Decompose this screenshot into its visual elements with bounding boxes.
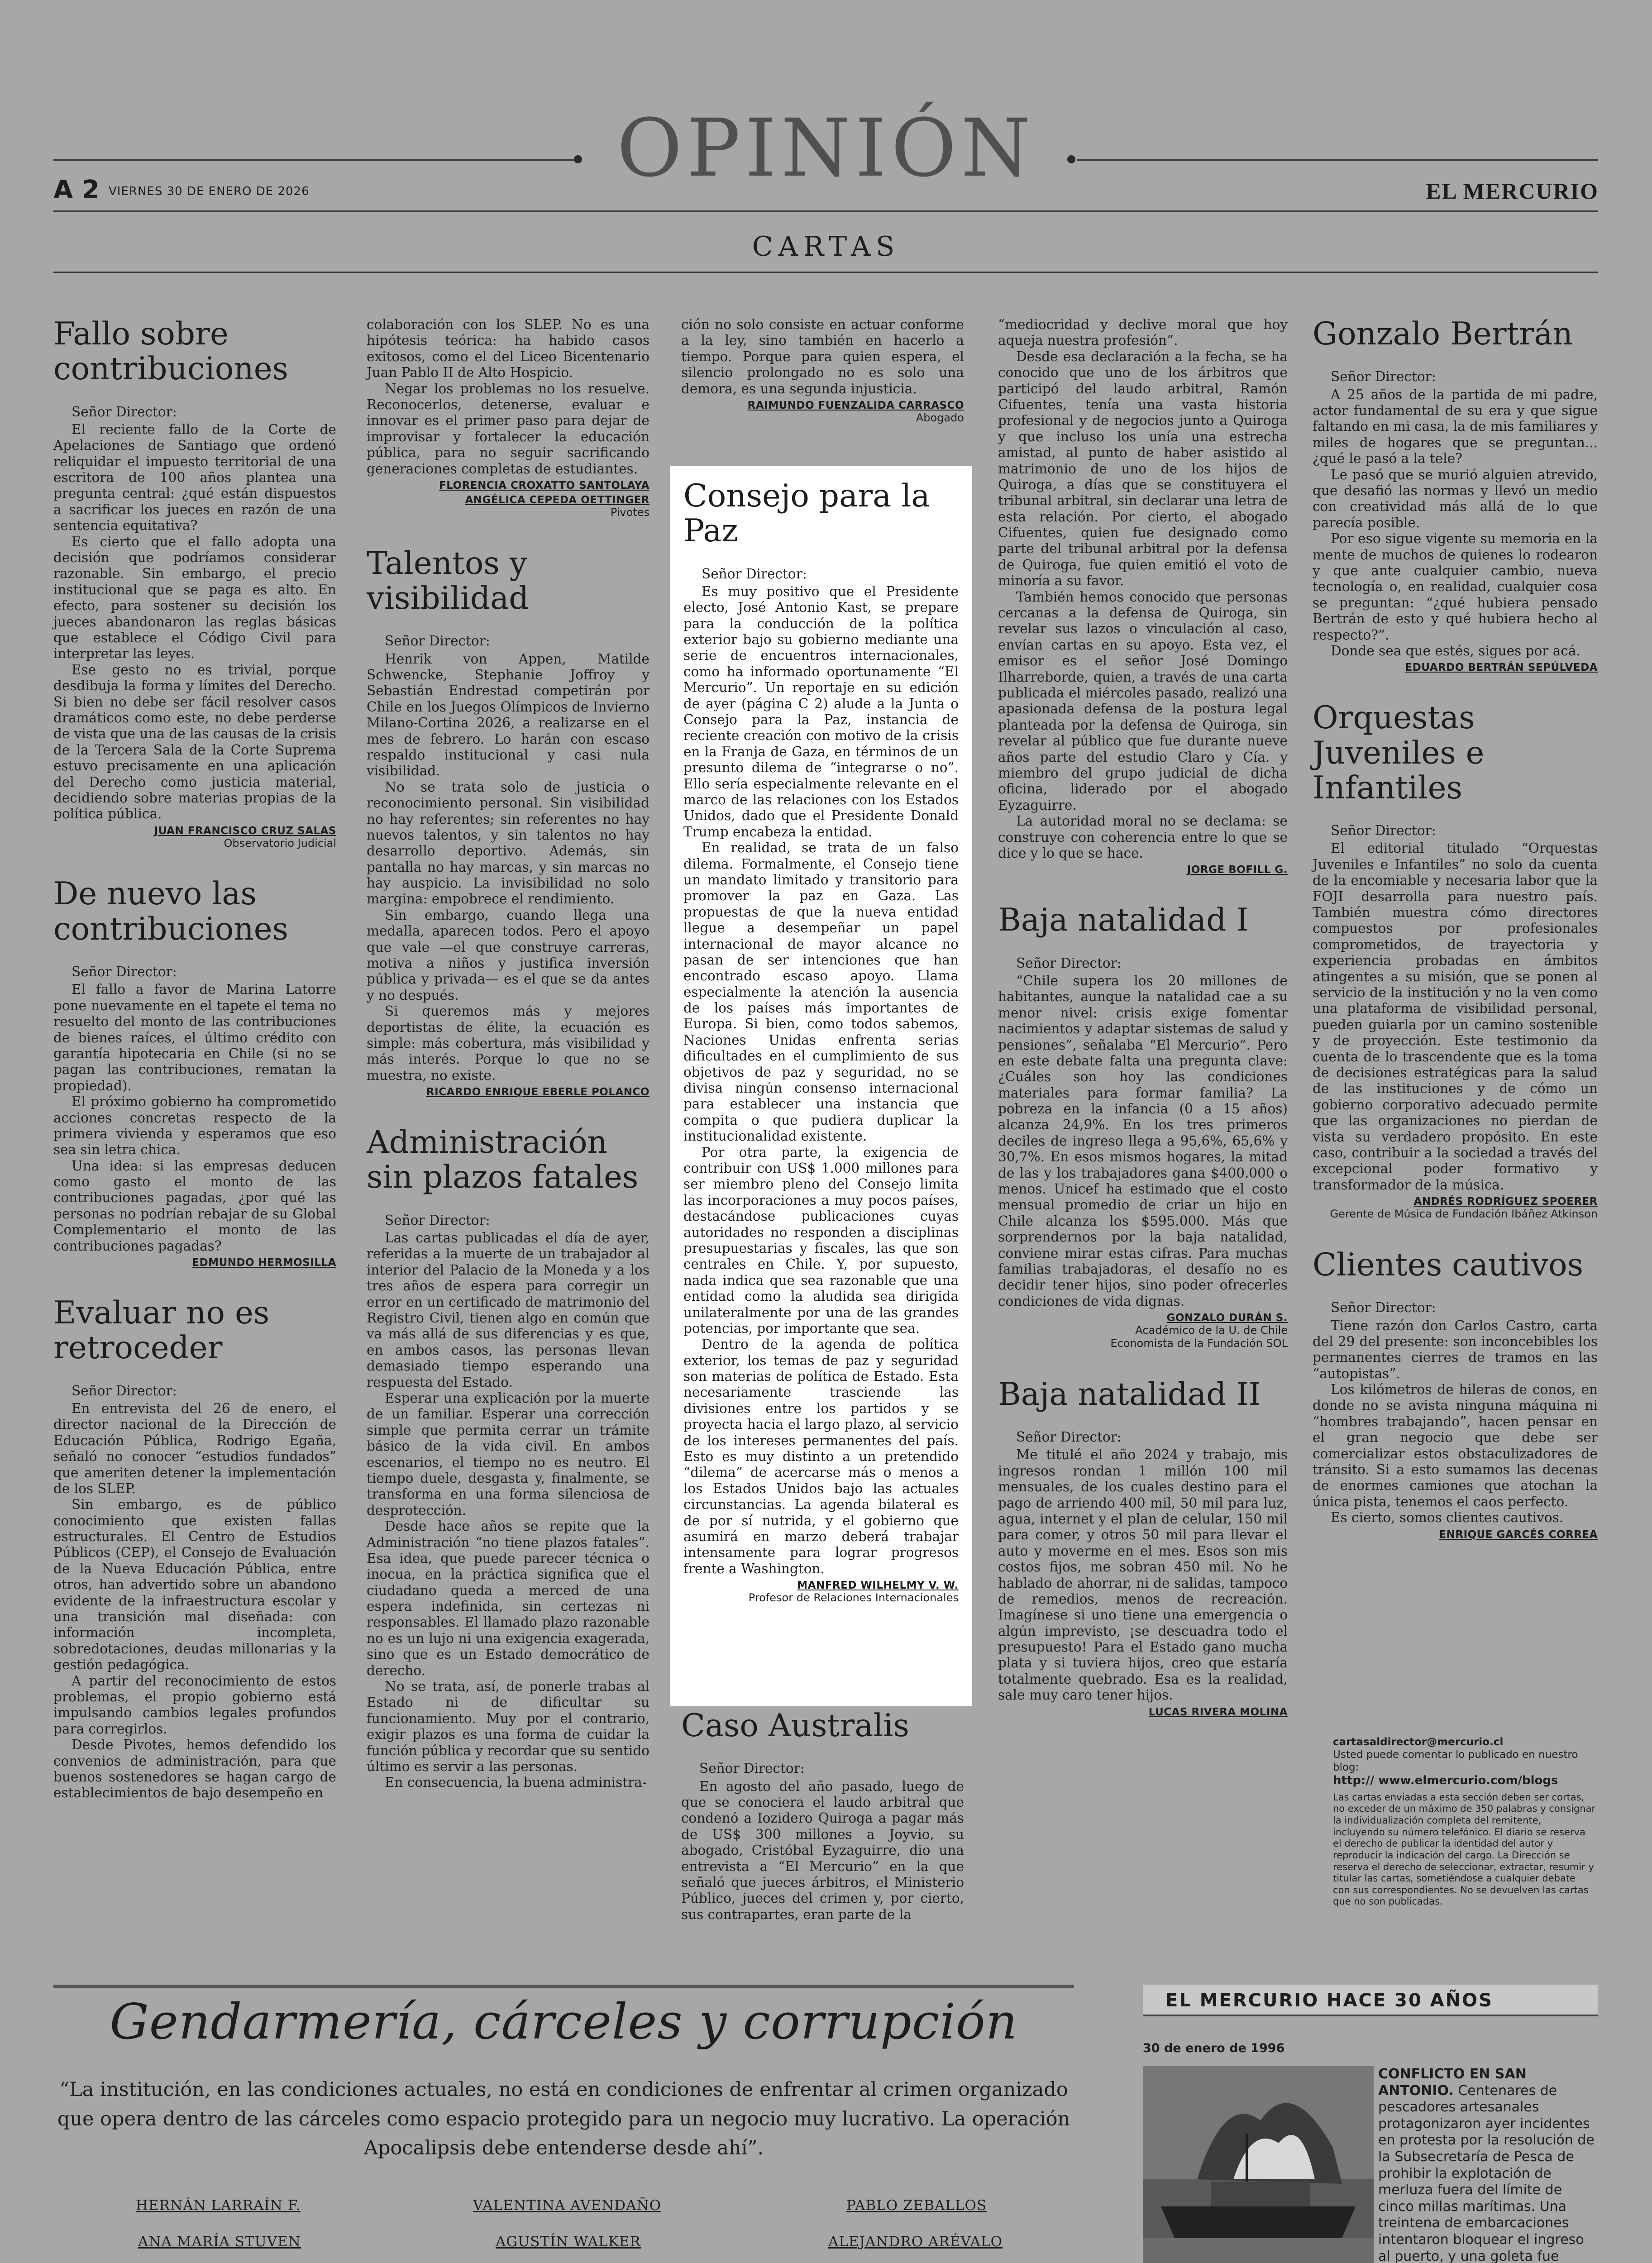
letter-orquestas <box>1313 701 1598 1221</box>
paragraph: Las cartas publicadas el día de ayer, referidas a la muerte de un trabajador al interior del Palacio de la Moneda y a los tres años de espera para corregir un error en un certificado de matrimonio del Registro Civil, tienen algo en común que va más allá de sus diferencias y es que, en ambos casos, las personas llevan demasiado tiempo esperando una respuesta del Estado. <box>367 1230 649 1390</box>
letters-column-2 <box>367 317 649 1791</box>
letter-nuevo <box>53 877 336 1269</box>
signature: EDMUNDO HERMOSILLA <box>192 1257 336 1269</box>
author-name: ANA MARÍA STUVEN <box>138 2234 301 2250</box>
page-number: A 2 <box>53 175 100 205</box>
paragraph: Dentro de la agenda de política exterior, los temas de paz y seguridad son materias de política de Estado. Esta necesariamente trasciende las divisiones entre los partidos y se proyecta hacia el largo plazo, al servicio de los intereses permanentes del país. Esto es muy distinto a un pretendido “dilema” de acercarse más o menos a los Estados Unidos bajo las actuales circunstancias. La agenda bilateral es de por sí nutrida, y el gobierno que asumirá en marzo deberá trabajar intensamente para lograr progresos frente a Washington. <box>683 1337 959 1576</box>
subsection-rule <box>53 272 1598 273</box>
letter-administracion <box>367 1125 649 1791</box>
header-rule-left <box>53 159 574 161</box>
letters-column-5 <box>1313 317 1598 1541</box>
letter-fallo <box>53 317 336 850</box>
subsection-title: CARTAS <box>752 231 900 263</box>
signature: EDUARDO BERTRÁN SEPÚLVEDA <box>1405 662 1598 674</box>
paragraph: Por eso sigue vigente su memoria en la mente de muchos de quienes lo rodearon y que ante cualquier cambio, nueva tecnología o, en realidad, cualquier cosa se preguntan: “¿qué hubiera pensado Bertrán de esto y qué hubiera hecho al respecto?”. <box>1313 531 1598 643</box>
letter-title: Evaluar no es retroceder <box>53 1295 270 1366</box>
history-item-text: Centenares de pescadores artesanales protagonizaron ayer incidentes en protesta por la resolución de la Subsecretaría de Pesca de prohibir la explotación de merluza fuera del límite de cinco millas marítimas. Una treintena de embarcaciones intentaron bloquear el ingreso al puerto, y una goleta fue <box>1378 2082 1595 2263</box>
paragraph: “mediocridad y declive moral que hoy aqueja nuestra profesión”. <box>998 317 1288 349</box>
column-title: Gendarmería, cárceles y corrupción <box>110 1994 1018 2050</box>
section-title: OPINIÓN <box>616 102 1036 195</box>
salutation: Señor Director: <box>702 566 807 582</box>
letter-title: Baja natalidad I <box>998 902 1249 939</box>
paragraph: Donde sea que estés, sigues por acá. <box>1331 643 1580 659</box>
header-rule-full <box>53 210 1598 212</box>
paragraph: Ese gesto no es trivial, porque desdibuja la forma y límites del Derecho. Si bien no debe ser fácil resolver casos dramáticos como este, no debe perderse de vista que una de las causas de la crisis de la Tercera Sala de la Corte Suprema estuvo precisamente en una aplicación del Derecho como justicia material, decidiendo sobre materias propias de la política pública. <box>53 662 336 822</box>
paragraph: Si queremos más y mejores deportistas de élite, la ecuación es simple: más cobertura, más visibilidad y más interés. Porque lo que no se muestra, no existe. <box>367 1003 649 1083</box>
letter-title: Baja natalidad II <box>998 1376 1261 1413</box>
email-link[interactable]: cartasaldirector@mercurio.cl <box>1333 1736 1504 1748</box>
signature: GONZALO DURÁN S. <box>1166 1312 1288 1324</box>
paragraph: En agosto del año pasado, luego de que se conociera el laudo arbitral que condenó a Iozidero Quiroga a pagar más de US$ 300 millones a Joyvio, su abogado, Cristóbal Eyzaguirre, dio una entrevista a “El Mercurio” en la que señaló que jueces árbitros, el Ministerio Público, jueces del crimen y, por cierto, sus contrapartes, eran parte de la <box>681 1778 964 1922</box>
paragraph: “Chile supera los 20 millones de habitantes, aunque la natalidad cae a su menor nivel: crisis exige fomentar nacimientos y adaptar sistemas de salud y pensiones”, señalaba “El Mercurio”. Pero en este debate falta una pregunta clave: ¿Cuáles son hoy las condiciones materiales para formar familia? La pobreza en la infancia (0 a 15 años) alcanza 24,9%. En los tres primeros deciles de ingreso llega a 95,6%, 65,6% y 30,7%. En esos mismos hogares, la mitad de las y los trabajadores gana $400.000 o menos. Unicef ha estimado que el costo mensual promedio de criar un hijo en Chile alcanza los $595.000. Más que sorprendernos por la baja natalidad, conviene mirar estas cifras. Para muchas familias trabajadoras, el desafío no es decidir tener hijos, sino poder ofrecerles condiciones de vida dignas. <box>998 973 1288 1309</box>
paragraph: En realidad, se trata de un falso dilema. Formalmente, el Consejo tiene un mandato limitado y transitorio para promover la paz en Gaza. Las propuestas de que la nueva entidad llegue a desempeñar un papel internacional de mayor alcance no pasan de ser intenciones que han encontrado escaso apoyo. Llama especialmente la atención la ausencia de los países más importantes de Europa. Si bien, como todos sabemos, Naciones Unidas enfrenta serias dificultades en el cumplimiento de sus objetivos de paz y seguridad, no se divisa ningún consenso internacional para establecer una instancia que compita o que pudiera duplicar la institucionalidad existente. <box>683 840 959 1144</box>
paragraph: Desde hace años se repite que la Administración “no tiene plazos fatales”. Esa idea, que puede parecer técnica o inocua, en la práctica significa que el ciudadano queda a merced de una espera indefinida, sin certezas ni responsables. El llamado plazo razonable no es un lujo ni una exigencia exagerada, sino que es un Estado democrático de derecho. <box>367 1518 649 1678</box>
paragraph: A 25 años de la partida de mi padre, actor fundamental de su era y que sigue faltando en mi casa, la de mis familiares y miles de hogares que se preguntan... ¿qué le pasó a la tele? <box>1313 387 1598 467</box>
blog-label: Usted puede comentar lo publicado en nuestro blog: <box>1333 1749 1578 1774</box>
signature-role: Gerente de Música de Fundación Ibáñez Atkinson <box>1330 1208 1598 1221</box>
signature-role: Economista de la Fundación SOL <box>1110 1337 1288 1350</box>
column-top-rule <box>53 1985 1074 1988</box>
letter-title: De nuevo las contribuciones <box>53 876 288 947</box>
letter-title: Consejo para la Paz <box>683 478 930 549</box>
letter-title: Orquestas Juveniles e Infantiles <box>1313 700 1485 806</box>
paragraph: ción no solo consiste en actuar conforme a la ley, sino también en hacerlo a tiempo. Porque para quien espera, el silencio prolongado no es solo una demora, es una segunda injusticia. <box>681 317 964 396</box>
letter-gonzalo <box>1313 317 1598 673</box>
letter-clientes <box>1313 1248 1598 1541</box>
signature: RAIMUNDO FUENZALIDA CARRASCO <box>747 399 964 411</box>
paragraph: El fallo a favor de Marina Latorre pone nuevamente en el tapete el tema no resuelto del monto de las contribuciones de bienes raíces, el último crédito con garantía hipotecaria en Chile (si no se pagan las contribuciones, rematan la propiedad). <box>53 982 336 1093</box>
blog-link[interactable]: http:// www.elmercurio.com/blogs <box>1333 1774 1558 1788</box>
author-name: PABLO ZEBALLOS <box>846 2197 987 2214</box>
paragraph: Me titulé el año 2024 y trabajo, mis ingresos rondan 1 millón 100 mil mensuales, de los cuales destino para el pago de arriendo 400 mil, 50 mil para luz, agua, internet y el plan de celular, 150 mil para comer, y otros 50 mil para llevar el auto y moverme en el mes. Esos son mis costos fijos, me sobran 450 mil. No he hablado de ahorrar, ni de salidas, tampoco de remedios, menos de recreación. Imagínese si uno tiene una emergencia o algún imprevisto, ¡se descuadra todo el presupuesto! Para el Estado gano mucha plata y si tuviera hijos, creo que estaría totalmente quebrado. Esa es la realidad, sale muy caro tener hijos. <box>998 1447 1288 1703</box>
signature: FLORENCIA CROXATTO SANTOLAYA <box>439 479 649 492</box>
letter-evaluar <box>53 1296 336 1801</box>
paragraph: Desde esa declaración a la fecha, se ha conocido que uno de los árbitros que participó del laudo arbitral, Ramón Cifuentes, tenía una vasta historia profesional y de negocios junto a Quiroga y que incluso los unía una estrecha amistad, al punto de haber asistido al matrimonio de uno de los hijos de Quiroga, a días que se constituyera el tribunal arbitral, sin declarar una letra de esta relación. Por cierto, el abogado Cifuentes, quien fue designado como parte del tribunal arbitral por la defensa de Quiroga, fue quien emitió el voto de minoría a su favor. <box>998 349 1288 589</box>
letter-title: Gonzalo Bertrán <box>1313 316 1573 352</box>
letters-column-4 <box>998 317 1288 1718</box>
salutation: Señor Director: <box>72 964 177 980</box>
contact-box <box>1333 1736 1595 1908</box>
history-30-header: EL MERCURIO HACE 30 AÑOS <box>1143 1985 1598 2016</box>
letter-baja2 <box>998 1377 1288 1718</box>
paragraph: No se trata solo de justicia o reconocimiento personal. Sin visibilidad no hay referentes; sin referentes no hay nuevos talentos, y sin talentos no hay desarrollo deportivo. Además, sin pantalla no hay marcas, y sin marcas no hay auspicio. La invisibilidad no solo margina: empobrece el rendimiento. <box>367 779 649 907</box>
paragraph: El reciente fallo de la Corte de Apelaciones de Santiago que ordenó reliquidar el impuesto territorial de una escritora de 100 años plantea una pregunta central: ¿qué están dispuestos a sacrificar los jueces en razón de una sentencia equitativa? <box>53 421 336 534</box>
salutation: Señor Director: <box>72 1383 177 1399</box>
paragraph: Sin embargo, es de público conocimiento que existen fallas estructurales. El Centro de Estudios Públicos (CEP), el Consejo de Evaluación de la Nueva Educación Pública, entre otros, han advertido sobre un abandono evidente de la infraestructura escolar y una transición mal diseñada: con información incompleta, sobredotaciones, deudas millonarias y la gestión pedagógica. <box>53 1497 336 1673</box>
letters-column-1 <box>53 317 336 1801</box>
signature: MANFRED WILHELMY V. W. <box>797 1580 959 1592</box>
header-dot-right <box>1067 155 1075 163</box>
salutation: Señor Director: <box>1331 823 1436 839</box>
letters-policy-note: Las cartas enviadas a esta sección deben ser cortas, no exceder de un máximo de 350 palabras y consignar la individualización completa del remitente, incluyendo su número telefónico. El diario se reserva el derecho de publicar la identidad del autor y reproducir la indicación del cargo. La Dirección se reserva el derecho de seleccionar, extractar, resumir y titular las cartas, sometiéndose a cualquier debate con sus correspondientes. No se devuelven las cartas que no son publicadas. <box>1333 1791 1596 1907</box>
signature-role: Profesor de Relaciones Internacionales <box>748 1591 959 1604</box>
letter-title: Fallo sobre contribuciones <box>53 316 288 387</box>
signature: JUAN FRANCISCO CRUZ SALAS <box>154 825 336 837</box>
paragraph: Tiene razón don Carlos Castro, carta del 29 del presente: son inconcebibles los permanentes cierres de tramos en las “autopistas”. <box>1313 1318 1598 1381</box>
paragraph: La autoridad moral no se declama: se construye con coherencia entre lo que se dice y lo que se hace. <box>998 813 1288 861</box>
author-name: ALEJANDRO ARÉVALO <box>828 2234 1003 2250</box>
author-name: HERNÁN LARRAÍN F. <box>136 2197 301 2214</box>
paragraph: Le pasó que se murió alguien atrevido, que desafió las normas y llevó un medio con creatividad más allá de lo que parecía posible. <box>1313 467 1598 530</box>
paragraph: No se trata, así, de ponerle trabas al Estado ni de dificultar su funcionamiento. Muy por el contrario, exigir plazos es una forma de cuidar la función pública y recordar que su sentido último es servir a las personas. <box>367 1679 649 1774</box>
paragraph: En entrevista del 26 de enero, el director nacional de la Dirección de Educación Pública, Rodrigo Egaña, señaló no conocer “estudios fundados” que ameriten detener la implementación de los SLEP. <box>53 1400 336 1496</box>
signature-role: Académico de la U. de Chile <box>1135 1324 1288 1337</box>
salutation: Señor Director: <box>385 633 490 649</box>
signature: ANDRÉS RODRÍGUEZ SPOERER <box>1413 1196 1598 1208</box>
signature-role: Pivotes <box>610 506 649 519</box>
letters-column-3 <box>681 317 964 425</box>
column-pull-quote: “La institución, en las condiciones actuales, no está en condiciones de enfrentar al crimen organizado que opera dentro de las cárceles como espacio protegido para un negocio muy lucrativo. La operación Apocalipsis debe entenderse desde ahí”. <box>57 2078 1070 2159</box>
paragraph: El editorial titulado “Orquestas Juveniles e Infantiles” no solo da cuenta de la encomiable y necesaria labor que la FOJI desarrolla para nuestro país. También muestra cómo directores compuestos por profesionales comprometidos, de trayectoria y experiencia probadas en ámbitos atingentes a su misión, que se ponen al servicio de la institución y no la ven como una plataforma de visibilidad personal, pueden guiarla por un camino sostenible y de proyección. Este testimonio da cuenta de lo trascendente que es la toma de decisiones estratégicas para la salud de las instituciones y de cómo un gobierno corporativo adecuado permite que las organizaciones no pierdan de vista su verdadero propósito. En este caso, contribuir a la sociedad a través del excepcional poder formativo y transformador de la música. <box>1313 840 1598 1193</box>
letter-caso <box>681 1709 964 1923</box>
letter-title: Clientes cautivos <box>1313 1246 1584 1283</box>
paragraph: Desde Pivotes, hemos defendido los convenios de administración, para que buenos sostenedores se hagan cargo de establecimientos de bajo desempeño en <box>53 1737 336 1801</box>
signature: ANGÉLICA CEPEDA OETTINGER <box>465 494 649 506</box>
letter-title: Talentos y visibilidad <box>367 545 529 616</box>
letter-baja1 <box>998 903 1288 1350</box>
history-date: 30 de enero de 1996 <box>1143 2041 1285 2055</box>
paragraph: Es muy positivo que el Presidente electo, José Antonio Kast, se prepare para la conducción de la política exterior bajo su gobierno mediante una serie de encuentros internacionales, como ha informado oportunamente “El Mercurio”. Un reportaje en su edición de ayer (página C 2) alude a la Junta o Consejo para la Paz, instancia de reciente creación con motivo de la crisis en la Franja de Gaza, en términos de un presunto dilema de “integrarse o no”. Ello sería especialmente relevante en el marco de las relaciones con los Estados Unidos, dado que el Presidente Donald Trump encabeza la entidad. <box>683 583 959 840</box>
paragraph: Por otra parte, la exigencia de contribuir con US$ 1.000 millones para ser miembro pleno del Consejo limita las incorporaciones a muy pocos países, destacándose publicaciones cuyas autoridades no responden a disciplinas presupuestarias y fiscales, las que son centrales en Chile. Y, por supuesto, nada indica que sea razonable que una entidad como la aludida sea dirigida unilateralmente por una de las grandes potencias, por importante que sea. <box>683 1144 959 1336</box>
letter-consejo-box <box>670 466 972 1706</box>
salutation: Señor Director: <box>1016 1429 1122 1445</box>
signature-role: Observatorio Judicial <box>224 836 336 850</box>
paragraph: Es cierto, somos clientes cautivos. <box>1331 1510 1564 1526</box>
history-item-head: CONFLICTO EN SAN ANTONIO. <box>1378 2066 1527 2099</box>
salutation: Señor Director: <box>1331 1300 1436 1316</box>
signature: LUCAS RIVERA MOLINA <box>1148 1706 1288 1718</box>
paragraph: Negar los problemas no los resuelve. Reconocerlos, detenerse, evaluar e innovar es el primer paso para dejar de improvisar y fortalecer la educación pública, para no seguir sacrificando generaciones completas de estudiantes. <box>367 381 649 477</box>
letter-title: Administración sin plazos fatales <box>367 1124 639 1196</box>
letter-talentos <box>367 546 649 1098</box>
fire-boat-photo <box>1143 2066 1374 2263</box>
author-name: VALENTINA AVENDAÑO <box>473 2197 662 2214</box>
letter-title: Caso Australis <box>681 1708 909 1744</box>
paragraph: A partir del reconocimiento de estos problemas, el propio gobierno está impulsando cambios legales profundos para corregirlos. <box>53 1673 336 1737</box>
salutation: Señor Director: <box>1016 955 1122 971</box>
newspaper-name: EL MERCURIO <box>1426 178 1599 204</box>
paragraph: Una idea: si las empresas deducen como gasto el monto de las contribuciones pagadas, ¿por qué las personas no podrían rebajar de su Global Complementario el monto de las contribuciones pagadas? <box>53 1158 336 1254</box>
signature-role: Abogado <box>916 411 964 424</box>
paragraph: También hemos conocido que personas cercanas a la defensa de Quiroga, sin revelar sus lazos o vinculación al caso, envían cartas en su apoyo. Esta vez, el emisor es el señor José Domingo Ilharreborde, quien, a través de una carta publicada el miércoles pasado, realizó una apasionada defensa de la postura legal planteada por la defensa de Quiroga, sin revelar al público que fue durante nueve años parte del estudio Claro y Cía. y miembro del grupo judicial de dicha oficina, liderado por el abogado Eyzaguirre. <box>998 589 1288 813</box>
header-rule-right <box>1077 159 1598 161</box>
edition-date: VIERNES 30 DE ENERO DE 2026 <box>109 185 310 198</box>
author-name: AGUSTÍN WALKER <box>496 2234 641 2250</box>
paragraph: Esperar una explicación por la muerte de un familiar. Esperar una corrección simple que permita cerrar un trámite básico de la vida civil. En ambos escenarios, el tiempo no es neutro. El tiempo duele, desgasta y, finalmente, se transforma en una forma silenciosa de desprotección. <box>367 1390 649 1518</box>
paragraph: colaboración con los SLEP. No es una hipótesis teórica: ha habido casos exitosos, como el del Liceo Bicentenario Juan Pablo II de Alto Hospicio. <box>367 317 649 381</box>
salutation: Señor Director: <box>72 404 177 420</box>
paragraph: El próximo gobierno ha comprometido acciones concretas respecto de la primera vivienda y esperamos que eso sea sin letra chica. <box>53 1094 336 1158</box>
signature: RICARDO ENRIQUE EBERLE POLANCO <box>426 1086 649 1098</box>
paragraph: En consecuencia, la buena administra- <box>385 1775 647 1790</box>
signature: ENRIQUE GARCÉS CORREA <box>1439 1528 1598 1541</box>
salutation: Señor Director: <box>1331 369 1436 385</box>
paragraph: Es cierto que el fallo adopta una decisión que podríamos considerar razonable. Sin embargo, el precio institucional que se paga es alto. En efecto, para sostener su decisión los jueces abandonaron las reglas básicas que establece el Código Civil para interpretar las leyes. <box>53 534 336 662</box>
paragraph: Los kilómetros de hileras de conos, en donde no se avista ninguna máquina ni “hombres trabajando”, hacen pensar en el gran negocio que debe ser comercializar estos obstaculizadores de tránsito. Si a esto sumamos las decenas de enormes camiones que atochan la única pista, tenemos el caos perfecto. <box>1313 1382 1598 1509</box>
paragraph: Sin embargo, cuando llega una medalla, aparecen todos. Pero el apoyo que vale —el que construye carreras, motiva a niños y justifica inversión pública y privada— es el que se da antes y no después. <box>367 907 649 1003</box>
paragraph: Henrik von Appen, Matilde Schwencke, Stephanie Joffroy y Sebastián Endrestad competirán por Chile en los Juegos Olímpicos de Invierno Milano-Cortina 2026, a realizarse en el mes de febrero. Lo harán con escaso respaldo institucional y casi nula visibilidad. <box>367 651 649 779</box>
history-item <box>1378 2066 1598 2263</box>
signature: JORGE BOFILL G. <box>1187 864 1288 876</box>
salutation: Señor Director: <box>385 1212 490 1228</box>
salutation: Señor Director: <box>699 1761 805 1776</box>
